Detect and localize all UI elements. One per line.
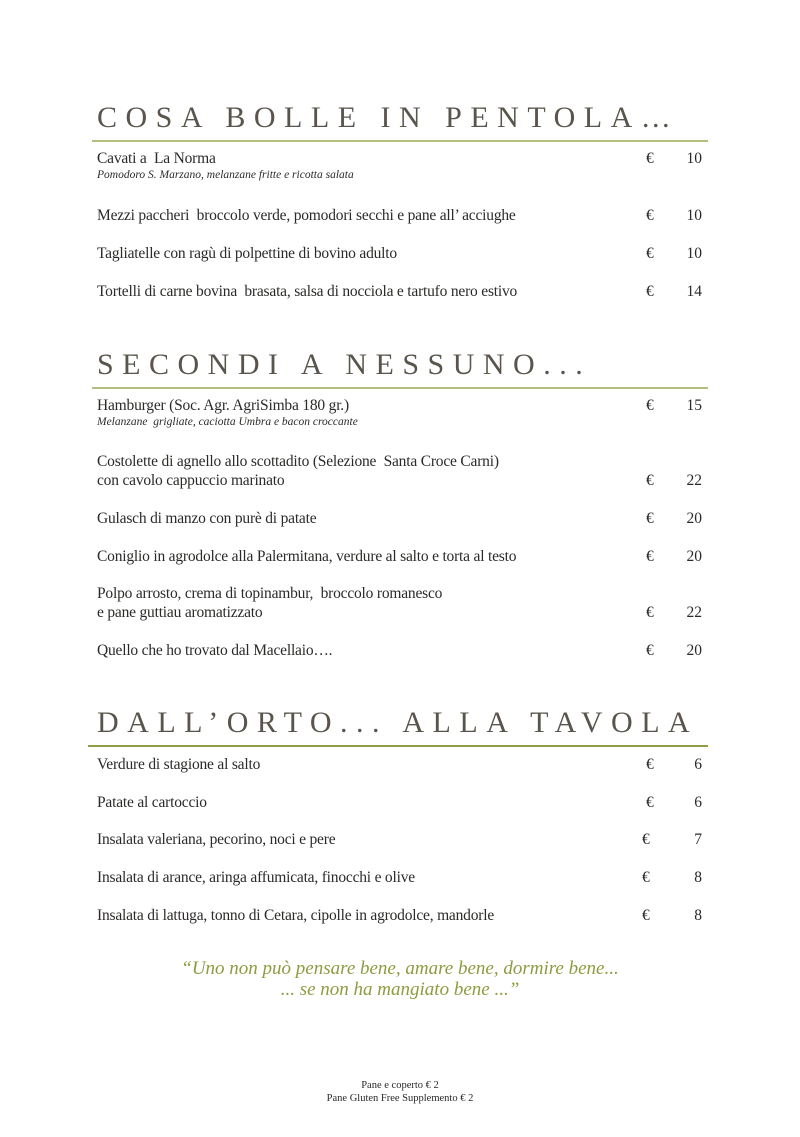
menu-section-contorni	[88, 705, 708, 747]
quote-line-2: ... se non ha mangiato bene ...”	[280, 979, 520, 1000]
menu-item	[97, 509, 708, 528]
menu-item	[97, 868, 708, 887]
price-value: 6	[694, 756, 702, 773]
item-name: Verdure di stagione al salto	[97, 756, 261, 773]
price-value: 10	[686, 207, 702, 224]
item-name-continued: con cavolo cappuccio marinato	[97, 472, 285, 489]
cover-charge-note	[0, 1079, 800, 1105]
section-title: COSA BOLLE IN PENTOLA…	[97, 101, 680, 134]
euro-symbol: €	[646, 150, 654, 167]
quote-line-1: “Uno non può pensare bene, amare bene, dormire bene...	[181, 958, 619, 979]
euro-symbol: €	[646, 283, 654, 300]
menu-section-primi	[92, 100, 708, 142]
menu-item	[97, 244, 708, 263]
menu-item	[97, 452, 708, 490]
menu-item	[97, 282, 708, 301]
item-name: Cavati a La Norma	[97, 150, 216, 167]
menu-item	[97, 906, 708, 925]
gluten-free-supplement: Pane Gluten Free Supplemento € 2	[326, 1093, 474, 1104]
section-title: SECONDI A NESSUNO...	[97, 348, 592, 381]
euro-symbol: €	[646, 794, 654, 811]
euro-symbol: €	[646, 756, 654, 773]
euro-symbol: €	[646, 604, 654, 621]
menu-item	[97, 830, 708, 849]
price-value: 22	[686, 604, 702, 621]
item-description: Melanzane grigliate, caciotta Umbra e bacon croccante	[97, 416, 358, 428]
price-value: 6	[694, 794, 702, 811]
item-name: Tortelli di carne bovina brasata, salsa di nocciola e tartufo nero estivo	[97, 283, 518, 300]
menu-section-secondi	[92, 347, 708, 389]
menu-item	[97, 755, 708, 774]
price-value: 22	[686, 472, 702, 489]
menu-item	[97, 641, 708, 660]
price-value: 7	[694, 831, 702, 848]
menu-item	[97, 396, 708, 430]
price-value: 20	[686, 548, 702, 565]
price-value: 10	[686, 150, 702, 167]
item-name: Insalata di lattuga, tonno di Cetara, cipolle in agrodolce, mandorle	[97, 907, 495, 924]
item-name: Mezzi paccheri broccolo verde, pomodori secchi e pane all’ acciughe	[97, 207, 516, 224]
item-name: Gulasch di manzo con purè di patate	[97, 510, 317, 527]
euro-symbol: €	[646, 207, 654, 224]
menu-item	[97, 547, 708, 566]
section-divider	[92, 387, 708, 389]
item-name: Polpo arrosto, crema di topinambur, broccolo romanesco	[97, 585, 443, 602]
section-title: DALL’ORTO... ALLA TAVOLA	[97, 706, 699, 739]
item-name: Quello che ho trovato dal Macellaio….	[97, 642, 333, 659]
menu-item	[97, 206, 708, 225]
euro-symbol: €	[642, 831, 650, 848]
item-name: Insalata valeriana, pecorino, noci e pere	[97, 831, 336, 848]
menu-item	[97, 149, 708, 183]
price-value: 10	[686, 245, 702, 262]
cover-charge: Pane e coperto € 2	[361, 1080, 439, 1091]
section-divider	[92, 140, 708, 142]
item-name-continued: e pane guttiau aromatizzato	[97, 604, 263, 621]
euro-symbol: €	[646, 397, 654, 414]
euro-symbol: €	[646, 510, 654, 527]
price-value: 15	[686, 397, 702, 414]
price-value: 20	[686, 642, 702, 659]
menu-item	[97, 584, 708, 622]
euro-symbol: €	[646, 245, 654, 262]
price-value: 14	[686, 283, 702, 300]
euro-symbol: €	[646, 548, 654, 565]
item-name: Tagliatelle con ragù di polpettine di bovino adulto	[97, 245, 397, 262]
section-divider	[88, 745, 708, 747]
price-value: 20	[686, 510, 702, 527]
menu-item	[97, 793, 708, 812]
item-description: Pomodoro S. Marzano, melanzane fritte e ricotta salata	[97, 169, 354, 181]
euro-symbol: €	[642, 869, 650, 886]
euro-symbol: €	[646, 642, 654, 659]
price-value: 8	[694, 869, 702, 886]
item-name: Costolette di agnello allo scottadito (Selezione Santa Croce Carni)	[97, 453, 499, 470]
item-name: Coniglio in agrodolce alla Palermitana, verdure al salto e torta al testo	[97, 548, 517, 565]
euro-symbol: €	[642, 907, 650, 924]
price-value: 8	[694, 907, 702, 924]
item-name: Patate al cartoccio	[97, 794, 207, 811]
item-name: Insalata di arance, aringa affumicata, finocchi e olive	[97, 869, 415, 886]
item-name: Hamburger (Soc. Agr. AgriSimba 180 gr.)	[97, 397, 349, 414]
quote-block	[0, 958, 800, 1000]
euro-symbol: €	[646, 472, 654, 489]
